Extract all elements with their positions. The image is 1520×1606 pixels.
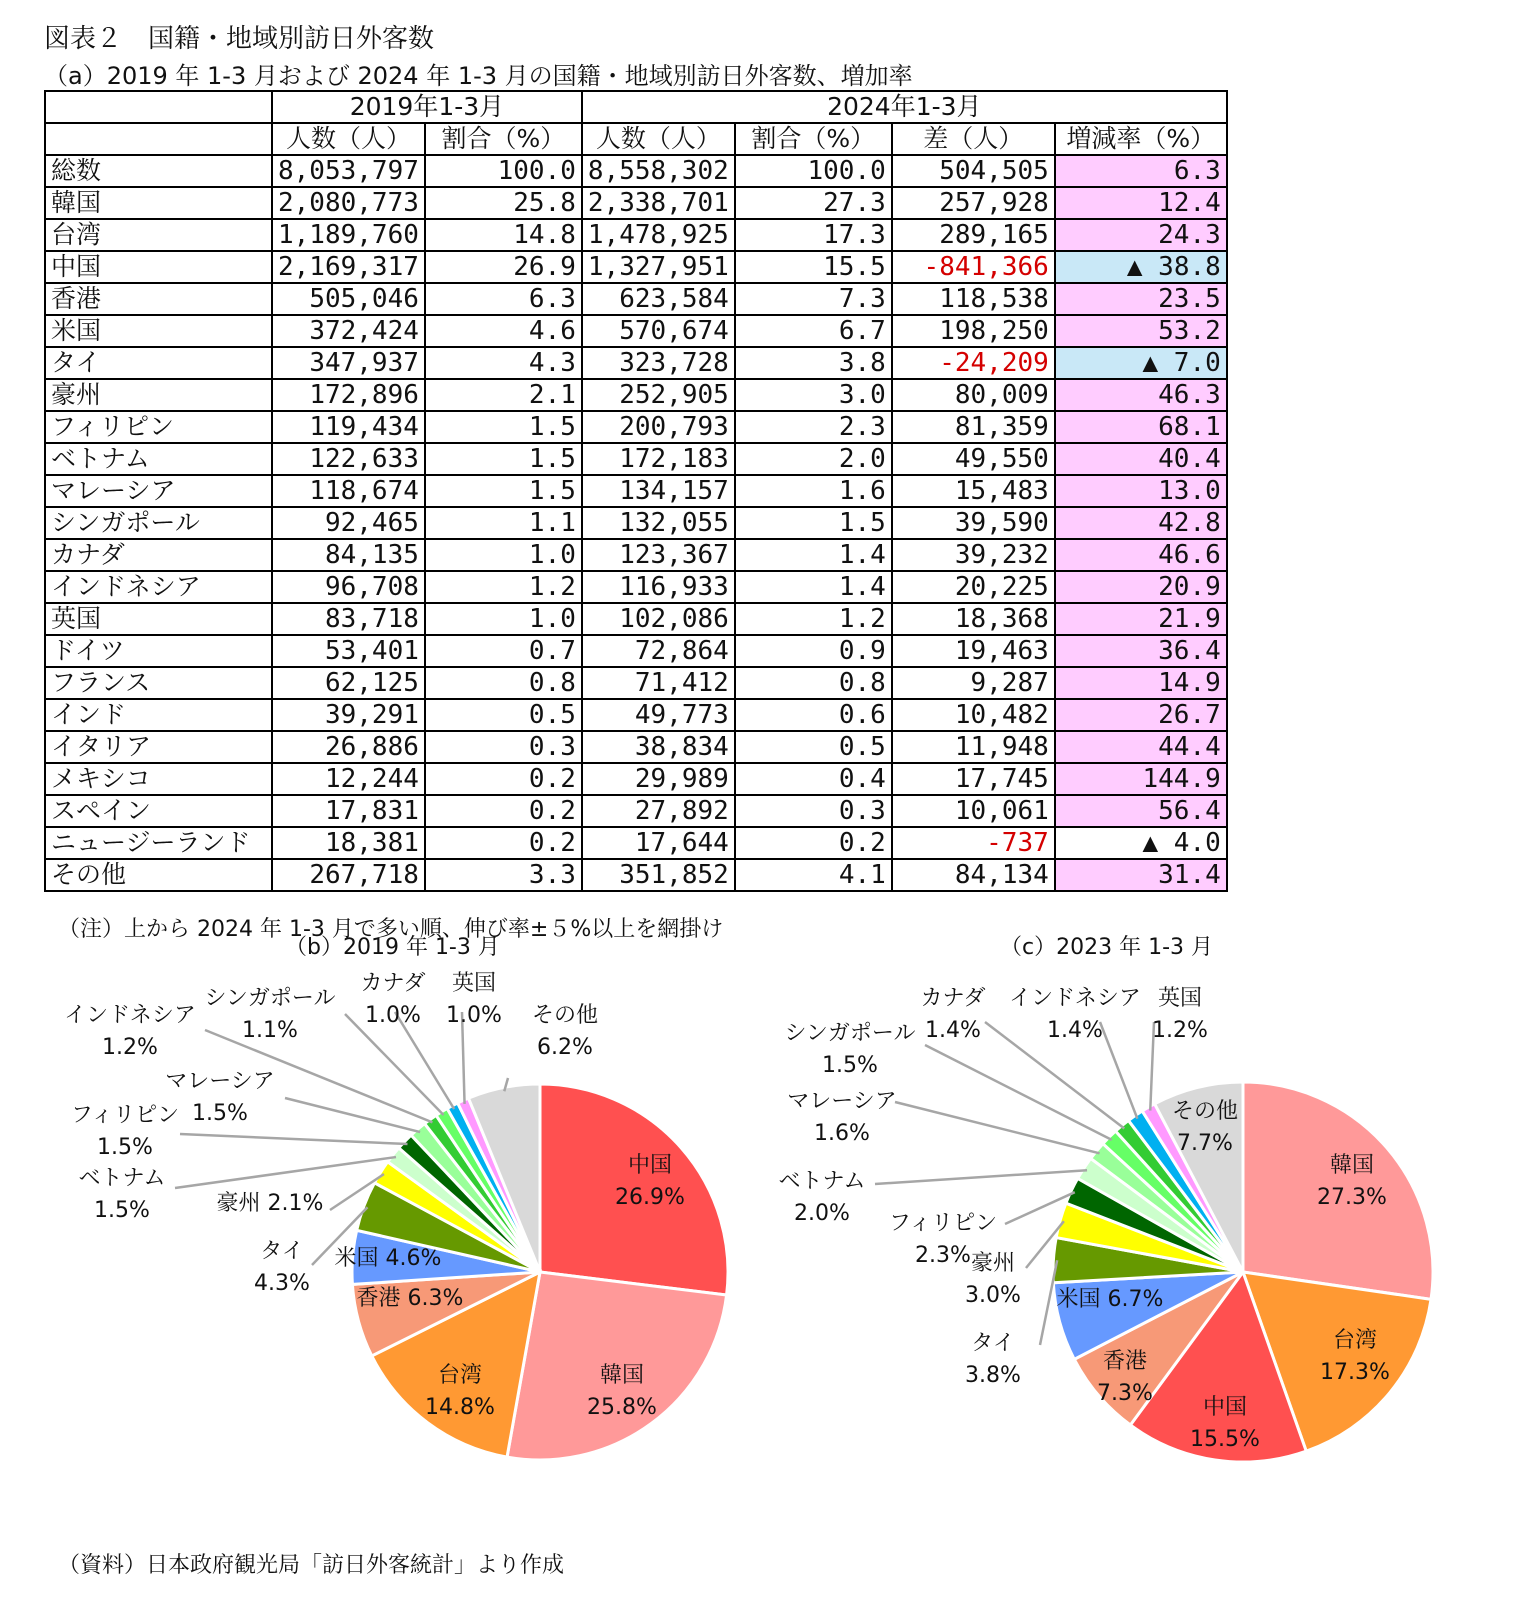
cell-s2019: 100.0 [425, 155, 582, 187]
cell-diff: 198,250 [892, 315, 1055, 347]
cell-diff: 18,368 [892, 603, 1055, 635]
row-name: ベトナム [45, 443, 272, 475]
cell-s2024: 17.3 [735, 219, 892, 251]
column-header: 割合（%） [425, 123, 582, 155]
cell-p2019: 18,381 [272, 827, 425, 859]
leader-line [285, 1098, 420, 1132]
cell-s2024: 27.3 [735, 187, 892, 219]
slice-label-value: 14.8% [425, 1395, 495, 1420]
column-header: 人数（人） [272, 123, 425, 155]
column-header: 人数（人） [582, 123, 735, 155]
row-name: 香港 [45, 283, 272, 315]
slice-label: 香港 6.3% [356, 1286, 464, 1311]
slice-label-value: 1.5% [822, 1053, 878, 1078]
slice-label-value: 1.0% [446, 1003, 502, 1028]
slice-label-value: 1.1% [242, 1018, 298, 1043]
cell-p2024: 132,055 [582, 507, 735, 539]
chart-c-title: （c）2023 年 1-3 月 [1000, 935, 1213, 960]
row-name: カナダ [45, 539, 272, 571]
cell-p2024: 323,728 [582, 347, 735, 379]
slice-label-name: 韓国 [1329, 1153, 1375, 1178]
cell-rate: 46.6 [1055, 539, 1227, 571]
cell-p2024: 102,086 [582, 603, 735, 635]
slice-label-name: ベトナム [778, 1169, 866, 1194]
cell-rate: ▲ 38.8 [1055, 251, 1227, 283]
cell-s2019: 0.5 [425, 699, 582, 731]
cell-p2019: 372,424 [272, 315, 425, 347]
figure-title: 図表２ 国籍・地域別訪日外客数 [44, 24, 435, 54]
row-name: シンガポール [45, 507, 272, 539]
cell-s2024: 2.3 [735, 411, 892, 443]
cell-p2024: 27,892 [582, 795, 735, 827]
cell-rate: ▲ 4.0 [1055, 827, 1227, 859]
cell-rate: 31.4 [1055, 859, 1227, 891]
slice-label-value: 26.9% [615, 1185, 685, 1210]
chart-b-title: （b）2019 年 1-3 月 [285, 935, 500, 960]
cell-rate: 12.4 [1055, 187, 1227, 219]
cell-p2024: 200,793 [582, 411, 735, 443]
group-header-2019: 2019年1-3月 [272, 91, 582, 123]
cell-p2024: 71,412 [582, 667, 735, 699]
cell-diff: 504,505 [892, 155, 1055, 187]
slice-label: 豪州 2.1% [216, 1191, 324, 1216]
slice-label: 米国 4.6% [334, 1246, 442, 1271]
cell-s2024: 1.4 [735, 539, 892, 571]
cell-p2019: 2,080,773 [272, 187, 425, 219]
cell-rate: 68.1 [1055, 411, 1227, 443]
slice-label-value: 1.5% [192, 1101, 248, 1126]
cell-diff: 15,483 [892, 475, 1055, 507]
slice-label-value: 3.0% [965, 1283, 1021, 1308]
cell-p2019: 505,046 [272, 283, 425, 315]
cell-s2019: 14.8 [425, 219, 582, 251]
cell-diff: 39,590 [892, 507, 1055, 539]
source-note: （資料）日本政府観光局「訪日外客統計」より作成 [58, 1553, 565, 1578]
row-name: フランス [45, 667, 272, 699]
cell-p2024: 123,367 [582, 539, 735, 571]
cell-rate: 23.5 [1055, 283, 1227, 315]
column-header: 割合（%） [735, 123, 892, 155]
slice-label-name: マレーシア [165, 1069, 275, 1094]
cell-p2024: 116,933 [582, 571, 735, 603]
leader-line [925, 1045, 1112, 1140]
cell-s2019: 25.8 [425, 187, 582, 219]
cell-p2019: 84,135 [272, 539, 425, 571]
row-name: インド [45, 699, 272, 731]
table-subtitle: （a）2019 年 1-3 月および 2024 年 1-3 月の国籍・地域別訪日外客数、増加率 [44, 62, 913, 90]
cell-p2019: 118,674 [272, 475, 425, 507]
row-name: スペイン [45, 795, 272, 827]
cell-p2024: 252,905 [582, 379, 735, 411]
slice-label-name: インドネシア [1009, 986, 1141, 1011]
cell-p2019: 62,125 [272, 667, 425, 699]
cell-p2019: 92,465 [272, 507, 425, 539]
slice-label-name: タイ [260, 1239, 304, 1264]
leader-line [1100, 1022, 1137, 1119]
cell-s2019: 0.7 [425, 635, 582, 667]
cell-s2024: 0.3 [735, 795, 892, 827]
slice-label-value: 7.3% [1097, 1381, 1153, 1406]
slice-label-value: 2.3% [915, 1243, 971, 1268]
cell-s2024: 4.1 [735, 859, 892, 891]
row-name: タイ [45, 347, 272, 379]
cell-s2019: 3.3 [425, 859, 582, 891]
row-name: インドネシア [45, 571, 272, 603]
slice-label-name: 香港 [1102, 1349, 1148, 1374]
cell-rate: 46.3 [1055, 379, 1227, 411]
slice-label-value: 2.0% [794, 1201, 850, 1226]
cell-p2024: 38,834 [582, 731, 735, 763]
cell-diff: 9,287 [892, 667, 1055, 699]
cell-p2019: 26,886 [272, 731, 425, 763]
cell-s2019: 4.6 [425, 315, 582, 347]
slice-label-value: 1.2% [102, 1035, 158, 1060]
slice-label-value: 25.8% [587, 1395, 657, 1420]
cell-s2024: 3.0 [735, 379, 892, 411]
slice-label-value: 27.3% [1317, 1185, 1387, 1210]
cell-diff: 49,550 [892, 443, 1055, 475]
slice-label-name: インドネシア [64, 1003, 196, 1028]
cell-rate: 56.4 [1055, 795, 1227, 827]
cell-p2019: 17,831 [272, 795, 425, 827]
cell-diff: 118,538 [892, 283, 1055, 315]
cell-diff: 289,165 [892, 219, 1055, 251]
row-name: メキシコ [45, 763, 272, 795]
cell-p2019: 96,708 [272, 571, 425, 603]
cell-diff: 11,948 [892, 731, 1055, 763]
slice-label-name: 韓国 [599, 1363, 645, 1388]
cell-rate: 42.8 [1055, 507, 1227, 539]
cell-s2019: 0.8 [425, 667, 582, 699]
cell-rate: ▲ 7.0 [1055, 347, 1227, 379]
cell-rate: 6.3 [1055, 155, 1227, 187]
cell-diff: 39,232 [892, 539, 1055, 571]
cell-s2019: 0.2 [425, 827, 582, 859]
row-name: ニュージーランド [45, 827, 272, 859]
cell-diff: 17,745 [892, 763, 1055, 795]
pie-chart-0 [64, 971, 728, 1460]
slice-label-name: 英国 [451, 971, 497, 996]
cell-s2024: 100.0 [735, 155, 892, 187]
cell-p2024: 2,338,701 [582, 187, 735, 219]
slice-label-value: 15.5% [1190, 1427, 1260, 1452]
row-name: 台湾 [45, 219, 272, 251]
slice-label-name: カナダ [920, 986, 986, 1011]
slice-label-value: 1.4% [1047, 1018, 1103, 1043]
slice-label-value: 1.5% [94, 1198, 150, 1223]
slice-label-value: 1.4% [925, 1018, 981, 1043]
leader-line [345, 1014, 444, 1115]
slice-label-name: タイ [971, 1331, 1015, 1356]
cell-p2024: 570,674 [582, 315, 735, 347]
slice-label-name: フィリピン [888, 1211, 998, 1236]
cell-s2024: 6.7 [735, 315, 892, 347]
leader-line [180, 1134, 407, 1144]
table-note: （注）上から 2024 年 1-3 月で多い順、伸び率±５%以上を網掛け [58, 917, 724, 942]
cell-rate: 13.0 [1055, 475, 1227, 507]
slice-label-name: 豪州 [970, 1251, 1016, 1276]
slice-label-value: 1.5% [97, 1135, 153, 1160]
slice-label-value: 1.0% [365, 1003, 421, 1028]
cell-p2019: 53,401 [272, 635, 425, 667]
cell-p2019: 8,053,797 [272, 155, 425, 187]
cell-rate: 14.9 [1055, 667, 1227, 699]
slice-label-value: 3.8% [965, 1363, 1021, 1388]
slice-label-name: 中国 [627, 1153, 673, 1178]
cell-rate: 144.9 [1055, 763, 1227, 795]
row-name: 総数 [45, 155, 272, 187]
cell-s2024: 0.4 [735, 763, 892, 795]
cell-rate: 26.7 [1055, 699, 1227, 731]
cell-p2024: 29,989 [582, 763, 735, 795]
row-name: マレーシア [45, 475, 272, 507]
row-name: イタリア [45, 731, 272, 763]
leader-line [175, 1157, 396, 1188]
cell-p2024: 134,157 [582, 475, 735, 507]
row-name: 中国 [45, 251, 272, 283]
cell-p2019: 119,434 [272, 411, 425, 443]
cell-diff: 10,061 [892, 795, 1055, 827]
cell-p2019: 347,937 [272, 347, 425, 379]
cell-s2024: 2.0 [735, 443, 892, 475]
row-name: その他 [45, 859, 272, 891]
slice-label-value: 1.6% [814, 1121, 870, 1146]
leader-line [895, 1102, 1100, 1153]
cell-s2024: 0.2 [735, 827, 892, 859]
cell-p2024: 49,773 [582, 699, 735, 731]
row-name: フィリピン [45, 411, 272, 443]
cell-s2024: 1.2 [735, 603, 892, 635]
cell-s2019: 26.9 [425, 251, 582, 283]
slice-label-name: その他 [531, 1003, 599, 1028]
slice-label-value: 17.3% [1320, 1360, 1390, 1385]
slice-label-value: 1.2% [1152, 1018, 1208, 1043]
cell-s2024: 0.6 [735, 699, 892, 731]
cell-s2024: 1.5 [735, 507, 892, 539]
slice-label: 米国 6.7% [1056, 1287, 1164, 1312]
slice-label-name: 英国 [1157, 986, 1203, 1011]
cell-rate: 24.3 [1055, 219, 1227, 251]
leader-line [875, 1170, 1087, 1184]
cell-diff: -841,366 [892, 251, 1055, 283]
column-header: 差（人） [892, 123, 1055, 155]
cell-diff: -737 [892, 827, 1055, 859]
column-header: 増減率（%） [1055, 123, 1227, 155]
cell-s2019: 0.3 [425, 731, 582, 763]
slice-label-name: 台湾 [1332, 1328, 1378, 1353]
cell-s2019: 1.0 [425, 539, 582, 571]
cell-s2024: 3.8 [735, 347, 892, 379]
cell-s2019: 1.2 [425, 571, 582, 603]
cell-s2024: 1.4 [735, 571, 892, 603]
cell-p2019: 172,896 [272, 379, 425, 411]
cell-s2024: 15.5 [735, 251, 892, 283]
cell-s2024: 1.6 [735, 475, 892, 507]
cell-p2019: 1,189,760 [272, 219, 425, 251]
cell-s2019: 6.3 [425, 283, 582, 315]
cell-rate: 36.4 [1055, 635, 1227, 667]
cell-s2024: 0.5 [735, 731, 892, 763]
cell-p2024: 8,558,302 [582, 155, 735, 187]
cell-s2019: 1.5 [425, 411, 582, 443]
cell-p2024: 72,864 [582, 635, 735, 667]
pie-chart-1 [779, 986, 1433, 1462]
slice-label-name: 中国 [1202, 1395, 1248, 1420]
cell-p2024: 351,852 [582, 859, 735, 891]
cell-p2024: 623,584 [582, 283, 735, 315]
slice-label-name: シンガポール [784, 1021, 916, 1046]
cell-s2019: 4.3 [425, 347, 582, 379]
cell-s2019: 0.2 [425, 795, 582, 827]
cell-p2024: 1,327,951 [582, 251, 735, 283]
cell-p2019: 12,244 [272, 763, 425, 795]
cell-diff: 84,134 [892, 859, 1055, 891]
cell-s2019: 1.0 [425, 603, 582, 635]
slice-label-name: その他 [1171, 1099, 1239, 1124]
cell-s2019: 0.2 [425, 763, 582, 795]
cell-p2024: 172,183 [582, 443, 735, 475]
cell-rate: 20.9 [1055, 571, 1227, 603]
slice-label-value: 6.2% [537, 1035, 593, 1060]
slice-label-name: カナダ [360, 971, 426, 996]
cell-diff: 10,482 [892, 699, 1055, 731]
slice-label-name: シンガポール [204, 986, 336, 1011]
cell-s2024: 0.9 [735, 635, 892, 667]
cell-p2019: 2,169,317 [272, 251, 425, 283]
row-name: 英国 [45, 603, 272, 635]
cell-diff: -24,209 [892, 347, 1055, 379]
cell-s2024: 7.3 [735, 283, 892, 315]
slice-label-name: 台湾 [437, 1363, 483, 1388]
row-name: 米国 [45, 315, 272, 347]
cell-rate: 44.4 [1055, 731, 1227, 763]
cell-diff: 80,009 [892, 379, 1055, 411]
cell-rate: 40.4 [1055, 443, 1227, 475]
cell-p2019: 39,291 [272, 699, 425, 731]
cell-s2019: 2.1 [425, 379, 582, 411]
cell-s2024: 0.8 [735, 667, 892, 699]
cell-s2019: 1.5 [425, 443, 582, 475]
cell-s2019: 1.1 [425, 507, 582, 539]
cell-diff: 257,928 [892, 187, 1055, 219]
cell-p2019: 122,633 [272, 443, 425, 475]
cell-p2019: 267,718 [272, 859, 425, 891]
slice-label-value: 7.7% [1177, 1131, 1233, 1156]
cell-rate: 21.9 [1055, 603, 1227, 635]
cell-p2024: 17,644 [582, 827, 735, 859]
cell-diff: 19,463 [892, 635, 1055, 667]
row-name: 韓国 [45, 187, 272, 219]
slice-label-name: マレーシア [787, 1089, 897, 1114]
slice-label-name: ベトナム [78, 1166, 166, 1191]
row-name: ドイツ [45, 635, 272, 667]
cell-rate: 53.2 [1055, 315, 1227, 347]
cell-diff: 81,359 [892, 411, 1055, 443]
slice-label-value: 4.3% [254, 1271, 310, 1296]
cell-s2019: 1.5 [425, 475, 582, 507]
cell-p2024: 1,478,925 [582, 219, 735, 251]
group-header-2024: 2024年1-3月 [582, 91, 1227, 123]
slice-label-name: フィリピン [70, 1103, 180, 1128]
cell-p2019: 83,718 [272, 603, 425, 635]
cell-diff: 20,225 [892, 571, 1055, 603]
row-name: 豪州 [45, 379, 272, 411]
